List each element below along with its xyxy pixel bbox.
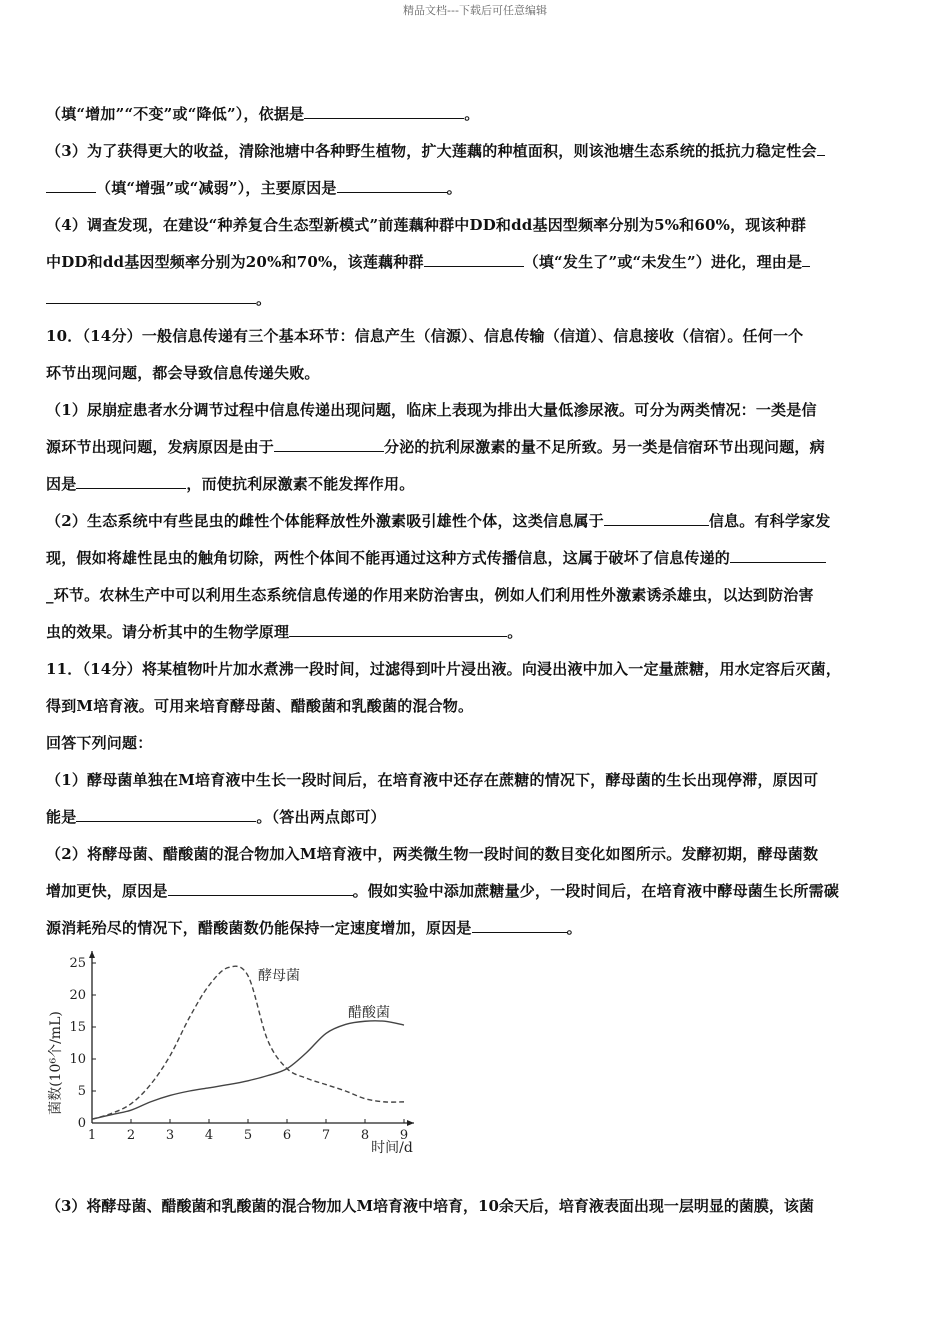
question-10-heading: 10．（14分）一般信息传递有三个基本环节：信息产生（信源）、信息传输（信道）、信息接收（信宿）。任何一个 [46,327,804,345]
answer-blank[interactable] [337,178,447,193]
y-axis-arrow [89,951,95,958]
y-tick-label: 0 [77,1116,86,1131]
text-line: 现，假如将雄性昆虫的触角切除，两性个体间不能再通过这种方式传播信息，这属于破坏了信息传递的 [46,540,906,577]
x-tick-label: 6 [282,1128,292,1143]
y-axis-label: 菌数(10⁶个/mL) [48,1011,64,1115]
answer-blank[interactable] [424,252,524,267]
text-line: 中DD和dd基因型频率分别为20%和70%，该莲藕种群 （填“发生了”或“未发生”）进化，理由是 [46,244,906,281]
chart-svg [40,945,440,1165]
text-line: 能是 。（答出两点郎可） [46,808,386,826]
answer-blank[interactable] [802,252,810,267]
x-tick-label: 9 [399,1128,409,1143]
question-11-part-3: （3）将酵母菌、醋酸菌和乳酸菌的混合物加人M培育液中培育，10余天后，培育液表面出现一层明显的菌膜，该菌 [46,1197,814,1215]
answer-blank[interactable] [76,474,186,489]
answer-blank[interactable] [46,178,96,193]
text-line: 增加更快，原因是 。假如实验中添加蔗糖量少，一段时间后，在培育液中酵母菌生长所需碳 [46,882,840,900]
series-line-acetic [92,1021,404,1119]
answer-blank[interactable] [472,918,567,933]
document-body [46,96,906,947]
answer-blank[interactable] [76,807,256,822]
x-tick-label: 2 [126,1128,136,1143]
y-tick-label: 15 [69,1020,86,1035]
text-line: （1）酵母菌单独在M培育液中生长一段时间后，在培育液中还存在蔗糖的情况下，酵母菌的生长出现停滞，原因可 [46,771,819,789]
page-header-note: 精品文档---下载后可任意编辑 [403,4,547,17]
chart-series [92,966,404,1119]
answer-blank[interactable] [604,511,709,526]
answer-blank[interactable] [817,141,825,156]
x-axis-label: 时间/d [371,1140,413,1156]
text-line: （1）尿崩症患者水分调节过程中信息传递出现问题，临床上表现为排出大量低渗尿液。可分为两类情况：一类是信 [46,401,817,419]
text-line: 虫的效果。请分析其中的生物学原理 。 [46,623,523,641]
answer-blank[interactable] [168,881,353,896]
text-line: 因是 ，而使抗利尿激素不能发挥作用。 [46,475,415,493]
answer-blank[interactable] [304,104,464,119]
text-line: （2）将酵母菌、醋酸菌的混合物加入M培育液中，两类微生物一段时间的数目变化如图所示。发酵初期，酵母菌数 [46,845,819,863]
text-line: （4）调查发现，在建设“种养复合生态型新模式”前莲藕种群中DD和dd基因型频率分别为5%和60%，现该种群 [46,216,807,234]
answer-blank[interactable] [274,437,384,452]
x-tick-label: 3 [165,1128,175,1143]
text-line: （2）生态系统中有些昆虫的雌性个体能释放性外激素吸引雄性个体，这类信息属于 信息。有科学家发 [46,512,831,530]
text-line: （填“增强”或“减弱”），主要原因是 。 [46,170,906,207]
x-tick-label: 7 [321,1128,331,1143]
series-line-yeast [92,966,404,1119]
text-line: 回答下列问题： [46,734,153,752]
y-tick-label: 20 [69,988,86,1003]
text-line: 。 [46,281,906,318]
answer-blank[interactable] [730,548,826,563]
answer-blank[interactable] [46,289,256,304]
x-tick-label: 1 [87,1128,97,1143]
text-line: 环节出现问题，都会导致信息传递失败。 [46,364,320,382]
y-tick-label: 10 [69,1052,86,1067]
x-axis-arrow [407,1120,414,1126]
text-line: （3）为了获得更大的收益，清除池塘中各种野生植物，扩大莲藕的种植面积，则该池塘生态系统的抵抗力稳定性会 [46,133,906,170]
y-tick-label: 5 [77,1084,86,1099]
text-line: 源消耗殆尽的情况下，醋酸菌数仍能保持一定速度增加，原因是 。 [46,919,582,937]
text-line: 得到M培育液。可用来培育酵母菌、醋酸菌和乳酸菌的混合物。 [46,697,474,715]
x-tick-label: 8 [360,1128,370,1143]
x-tick-label: 4 [204,1128,214,1143]
text-line: 源环节出现问题，发病原因是由于 分泌的抗利尿激素的量不足所致。另一类是信宿环节出现问题，病 [46,438,825,456]
chart-ticks [69,956,408,1143]
series-label-yeast: 酵母菌 [258,968,300,984]
population-line-chart [40,945,440,1165]
series-label-acetic: 醋酸菌 [348,1005,390,1021]
y-tick-label: 25 [69,956,86,971]
question-11-heading: 11．（14分）将某植物叶片加水煮沸一段时间，过滤得到叶片浸出液。向浸出液中加入一定量蔗糖，用水定容后灭菌， [46,660,842,678]
x-tick-label: 5 [243,1128,253,1143]
answer-blank[interactable] [289,622,507,637]
chart-axes [89,951,414,1126]
text-line: _环节。农林生产中可以利用生态系统信息传递的作用来防治害虫，例如人们利用性外激素诱杀雄虫，以达到防治害 [46,586,814,604]
text-line: （填“增加”“不变”或“降低”），依据是 。 [46,105,480,123]
